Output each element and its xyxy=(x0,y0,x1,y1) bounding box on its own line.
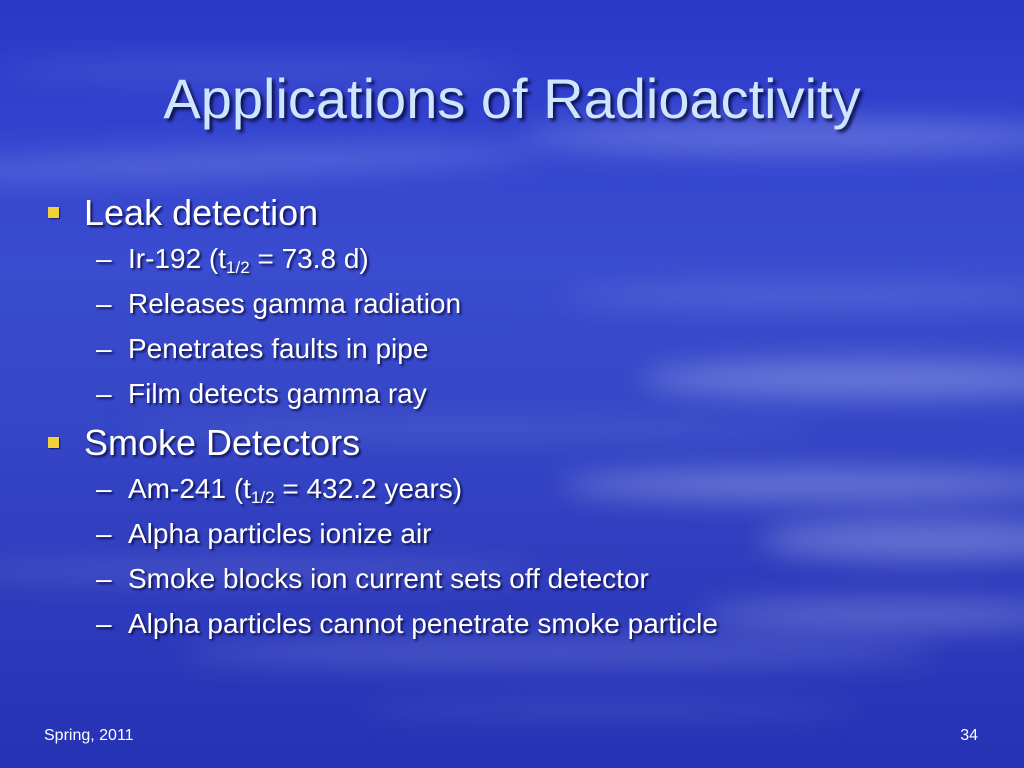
slide-title: Applications of Radioactivity xyxy=(163,67,861,130)
bullet-text: Alpha particles cannot penetrate smoke particle xyxy=(128,608,718,639)
bullet-level1 xyxy=(44,420,1004,466)
bullet-level2 xyxy=(44,281,1004,326)
bullet-text-pre: Am-241 (t xyxy=(128,473,251,504)
bullet-text: Alpha particles ionize air xyxy=(128,518,432,549)
slide-content xyxy=(44,190,1004,650)
bullet-text-post: = 73.8 d) xyxy=(249,243,369,274)
cloud-streak xyxy=(360,700,860,718)
cloud-streak xyxy=(0,139,540,187)
bullet-text-post: = 432.2 years) xyxy=(274,473,463,504)
bullet-text-pre: Ir-192 (t xyxy=(128,243,227,274)
bullet-level2 xyxy=(44,466,1004,511)
square-bullet-icon xyxy=(48,437,59,448)
page-number: 34 xyxy=(960,727,978,744)
bullet-text: Releases gamma radiation xyxy=(128,288,462,319)
dash-icon: – xyxy=(96,378,112,409)
bullet-text: Penetrates faults in pipe xyxy=(128,333,429,364)
bullet-group-smoke-detectors xyxy=(44,420,1004,646)
bullet-text: Film detects gamma ray xyxy=(128,378,427,409)
dash-icon: – xyxy=(96,288,112,319)
bullet-level2 xyxy=(44,326,1004,371)
bullet-level2 xyxy=(44,371,1004,416)
bullet-level2 xyxy=(44,601,1004,646)
square-bullet-icon xyxy=(48,207,59,218)
bullet-level2 xyxy=(44,511,1004,556)
dash-icon: – xyxy=(96,333,112,364)
subscript: 1/2 xyxy=(250,488,275,507)
subscript: 1/2 xyxy=(226,258,250,277)
bullet-group-leak-detection xyxy=(44,190,1004,416)
footer-date: Spring, 2011 xyxy=(44,727,134,744)
bullet-text: Smoke blocks ion current sets off detector xyxy=(128,563,649,594)
bullet-heading: Leak detection xyxy=(84,192,319,233)
dash-icon: – xyxy=(96,473,112,504)
bullet-level1 xyxy=(44,190,1004,236)
bullet-heading: Smoke Detectors xyxy=(84,422,361,463)
bullet-level2 xyxy=(44,556,1004,601)
dash-icon: – xyxy=(96,243,112,274)
bullet-level2 xyxy=(44,236,1004,281)
dash-icon: – xyxy=(96,518,112,549)
dash-icon: – xyxy=(96,608,112,639)
dash-icon: – xyxy=(96,563,112,594)
